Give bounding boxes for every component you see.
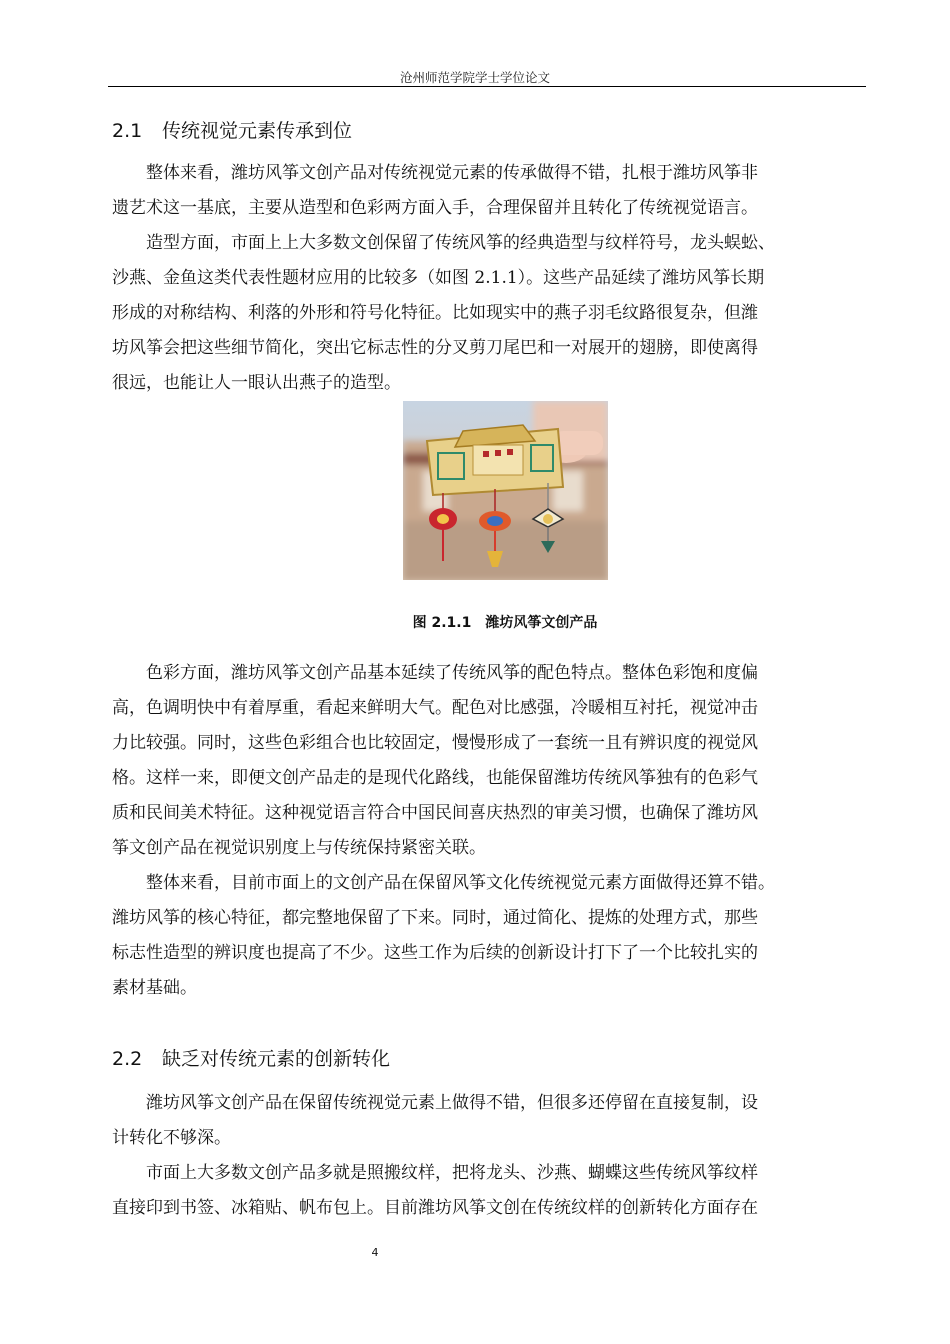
text-line: 整体来看，目前市面上的文创产品在保留风筝文化传统视觉元素方面做得还算不错。: [146, 873, 775, 893]
header-divider: [108, 86, 866, 87]
text-line: 筝文创产品在视觉识别度上与传统保持紧密关联。: [112, 838, 486, 858]
header-title: 沧州师范学院学士学位论文: [399, 70, 550, 85]
section-title: 传统视觉元素传承到位: [162, 120, 353, 142]
text-line: 沙燕、金鱼这类代表性题材应用的比较多（如图 2.1.1）。这些产品延续了潍坊风筝长期: [112, 268, 765, 288]
page-number: 4: [371, 1246, 379, 1259]
paragraph-2-2-2: [112, 1156, 860, 1226]
section-number: 2.2: [112, 1048, 143, 1070]
text-line: 计转化不够深。: [112, 1128, 231, 1148]
text-line: 高，色调明快中有着厚重，看起来鲜明大气。配色对比感强，冷暖相互衬托，视觉冲击: [112, 698, 758, 718]
text-line: 遗艺术这一基底，主要从造型和色彩两方面入手，合理保留并且转化了传统视觉语言。: [112, 198, 758, 218]
text-line: 标志性造型的辨识度也提高了不少。这些工作为后续的创新设计打下了一个比较扎实的: [112, 943, 758, 963]
text-line: 整体来看，潍坊风筝文创产品对传统视觉元素的传承做得不错，扎根于潍坊风筝非: [146, 163, 758, 183]
text-line: 力比较强。同时，这些色彩组合也比较固定，慢慢形成了一套统一且有辨识度的视觉风: [112, 733, 758, 753]
paragraph-2-2-1: [112, 1086, 860, 1156]
section-heading-2-2: [112, 1045, 390, 1073]
kite-product-photo: [403, 401, 608, 580]
text-line: 潍坊风筝文创产品在保留传统视觉元素上做得不错，但很多还停留在直接复制，设: [146, 1093, 758, 1113]
text-line: 形成的对称结构、利落的外形和符号化特征。比如现实中的燕子羽毛纹路很复杂，但潍: [112, 303, 758, 323]
text-line: 素材基础。: [112, 978, 197, 998]
figure-caption: 图 2.1.1 潍坊风筝文创产品: [412, 615, 598, 631]
text-line: 格。这样一来，即便文创产品走的是现代化路线，也能保留潍坊传统风筝独有的色彩气: [112, 768, 758, 788]
paragraph-2-1-1: [112, 156, 860, 226]
section-number: 2.1: [112, 120, 143, 142]
text-line: 市面上大多数文创产品多就是照搬纹样，把将龙头、沙燕、蝴蝶这些传统风筝纹样: [146, 1163, 758, 1183]
section-title: 缺乏对传统元素的创新转化: [162, 1048, 391, 1070]
paragraph-2-1-2: [112, 226, 860, 401]
text-line: 质和民间美术特征。这种视觉语言符合中国民间喜庆热烈的审美习惯，也确保了潍坊风: [112, 803, 758, 823]
text-line: 直接印到书签、冰箱贴、帆布包上。目前潍坊风筝文创在传统纹样的创新转化方面存在: [112, 1198, 758, 1218]
text-line: 造型方面，市面上上大多数文创保留了传统风筝的经典造型与纹样符号，龙头蜈蚣、: [146, 233, 775, 253]
paragraph-2-1-3: [112, 656, 860, 866]
text-line: 坊风筝会把这些细节简化，突出它标志性的分叉剪刀尾巴和一对展开的翅膀，即使离得: [112, 338, 758, 358]
text-line: 色彩方面，潍坊风筝文创产品基本延续了传统风筝的配色特点。整体色彩饱和度偏: [146, 663, 758, 683]
text-line: 潍坊风筝的核心特征，都完整地保留了下来。同时，通过简化、提炼的处理方式，那些: [112, 908, 758, 928]
paragraph-2-1-4: [112, 866, 860, 1006]
section-heading-2-1: [112, 117, 352, 145]
text-line: 很远，也能让人一眼认出燕子的造型。: [112, 373, 401, 393]
